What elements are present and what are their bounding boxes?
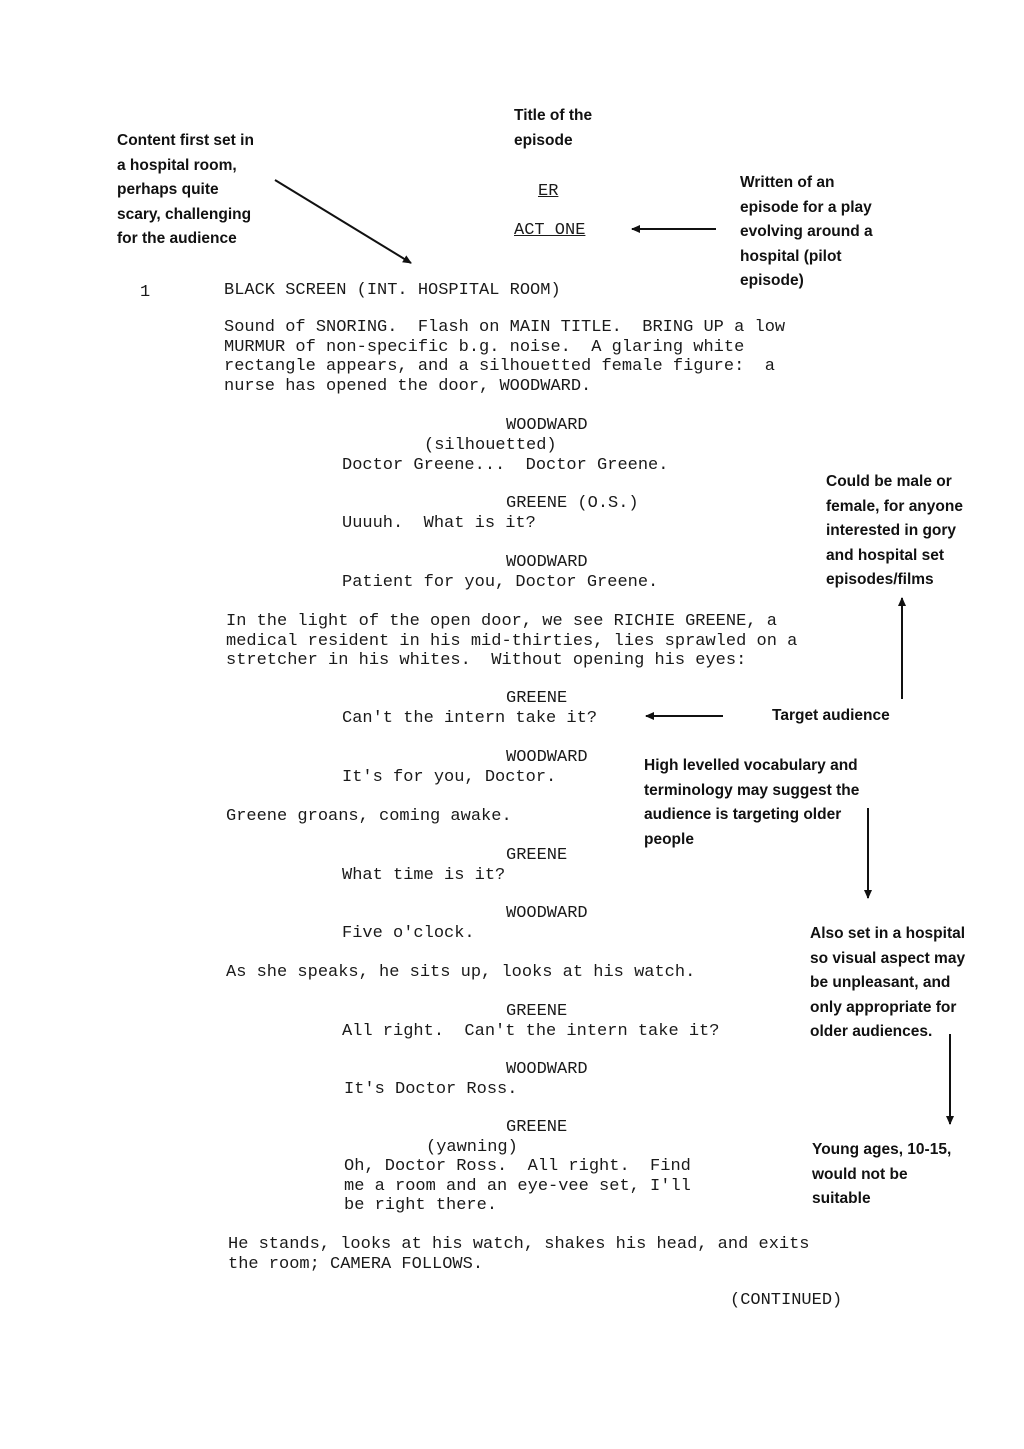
annotation-written: Written of an episode for a play evolving around a hospital (pilot episode) — [740, 174, 873, 289]
action-line: He stands, looks at his watch, shakes his head, and exits the room; CAMERA FOLLOWS. — [228, 1235, 810, 1274]
dialogue: Five o'clock. — [342, 924, 475, 943]
character-name: WOODWARD — [506, 553, 588, 572]
character-name: WOODWARD — [506, 416, 588, 435]
action-line: Greene groans, coming awake. — [226, 807, 512, 826]
character-name: GREENE — [506, 846, 568, 865]
action-line: As she speaks, he sits up, looks at his watch. — [226, 963, 696, 982]
annotation-vocabulary: High levelled vocabulary and terminology may suggest the audience is targeting older people — [644, 757, 860, 848]
episode-title: ER — [538, 182, 559, 201]
dialogue: Uuuuh. What is it? — [342, 514, 536, 533]
dialogue: Oh, Doctor Ross. All right. Find me a room and an eye-vee set, I'll be right there. — [344, 1157, 691, 1215]
annotation-ages: Young ages, 10-15, would not be suitable — [812, 1141, 952, 1207]
continued-marker: (CONTINUED) — [730, 1291, 843, 1310]
action-line: In the light of the open door, we see RICHIE GREENE, a medical resident in his mid-thirties, lies sprawled on a stretcher in his whites. Without opening his eyes: — [226, 612, 798, 670]
dialogue: Doctor Greene... Doctor Greene. — [342, 456, 669, 475]
annotation-gender: Could be male or female, for anyone interested in gory and hospital set episodes/films — [826, 473, 963, 588]
act-heading: ACT ONE — [514, 221, 586, 240]
character-name: WOODWARD — [506, 1060, 588, 1079]
character-name: GREENE — [506, 689, 568, 708]
dialogue: It's for you, Doctor. — [342, 768, 557, 787]
character-name: GREENE — [506, 1118, 568, 1137]
annotation-setting: Also set in a hospital so visual aspect may be unpleasant, and only appropriate for older audiences. — [810, 925, 966, 1040]
dialogue: Can't the intern take it? — [342, 709, 598, 728]
dialogue: Patient for you, Doctor Greene. — [342, 573, 659, 592]
dialogue: It's Doctor Ross. — [344, 1080, 518, 1099]
dialogue: All right. Can't the intern take it? — [342, 1022, 720, 1041]
annotation-title: Title of the episode — [514, 107, 593, 149]
scene-number: 1 — [140, 283, 151, 302]
annotation-target: Target audience — [772, 707, 890, 724]
parenthetical: (yawning) — [426, 1138, 518, 1157]
scene-heading: BLACK SCREEN (INT. HOSPITAL ROOM) — [224, 281, 561, 300]
arrow-content-to-scene — [275, 180, 411, 263]
character-name: GREENE (O.S.) — [506, 494, 639, 513]
dialogue: What time is it? — [342, 866, 506, 885]
character-name: GREENE — [506, 1002, 568, 1021]
parenthetical: (silhouetted) — [424, 436, 557, 455]
character-name: WOODWARD — [506, 904, 588, 923]
action-line: Sound of SNORING. Flash on MAIN TITLE. BRING UP a low MURMUR of non-specific b.g. noise. A glaring white rectangle appears, and a silhouetted female figure: a nurse has opened the door, WOODWARD. — [224, 318, 786, 396]
character-name: WOODWARD — [506, 748, 588, 767]
annotation-content: Content first set in a hospital room, perhaps quite scary, challenging for the audience — [117, 132, 254, 247]
